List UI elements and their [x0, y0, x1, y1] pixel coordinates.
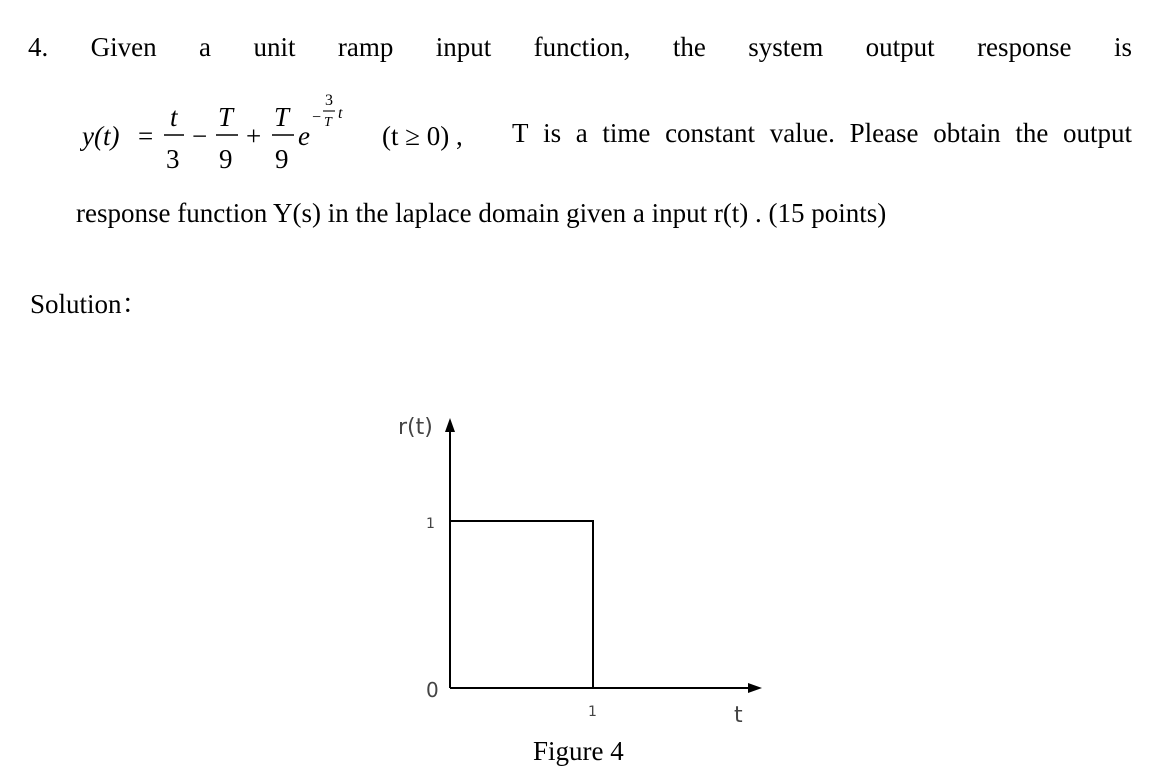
word: constant [665, 118, 756, 148]
word: T [512, 118, 529, 148]
question-number: 4. [28, 32, 49, 62]
word: response [977, 32, 1072, 62]
word: a [575, 118, 588, 148]
origin-label: 0 [426, 678, 439, 702]
x-axis-arrow-icon [748, 683, 762, 693]
word: output [1062, 118, 1132, 148]
word: the [1015, 118, 1049, 148]
question-line-2 [512, 118, 1132, 149]
eq-t-den: 3 [166, 144, 180, 174]
eq-T2-num: T [274, 102, 290, 132]
eq-minus: − [192, 121, 208, 151]
eq-exp-den: T [324, 115, 332, 130]
y-tick-label: 1 [426, 516, 435, 532]
eq-exp-t: t [338, 105, 343, 122]
equation-row [80, 90, 1132, 180]
word: time [602, 118, 651, 148]
word: ramp [337, 32, 394, 62]
eq-exp-sign: − [312, 109, 322, 126]
word: input [435, 32, 492, 62]
word: output [865, 32, 935, 62]
output-equation [80, 90, 510, 180]
question-line-3: response function Y(s) in the laplace domain given a input r(t) . (15 points) [76, 198, 887, 228]
word: Given [90, 32, 157, 62]
eq-T1-den: 9 [219, 144, 233, 174]
word: is [1113, 32, 1132, 62]
x-axis-label: t [734, 703, 743, 728]
word: unit [253, 32, 296, 62]
eq-e: e [298, 121, 310, 151]
eq-exp-num: 3 [325, 92, 333, 109]
word: system [748, 32, 824, 62]
word: value. [769, 118, 835, 148]
eq-T2-den: 9 [275, 144, 289, 174]
word: the [672, 32, 706, 62]
input-function-figure [380, 400, 800, 780]
question-line-1 [28, 32, 1132, 63]
input-function-line [450, 521, 593, 688]
solution-label: Solution： [30, 289, 149, 319]
eq-plus: + [246, 121, 262, 151]
y-axis-label: r(t) [398, 415, 433, 440]
word: Please [849, 118, 919, 148]
x-tick-label: 1 [588, 704, 597, 720]
eq-equals: = [138, 121, 154, 151]
y-axis-arrow-icon [445, 418, 455, 432]
word: obtain [933, 118, 1001, 148]
word: is [543, 118, 562, 148]
word: function, [533, 32, 631, 62]
word: a [199, 32, 212, 62]
eq-lhs: y(t) [82, 121, 120, 151]
eq-t-num: t [170, 102, 178, 132]
eq-condition: (t ≥ 0) , [382, 121, 463, 151]
eq-T1-num: T [218, 102, 234, 132]
figure-caption: Figure 4 [533, 736, 624, 766]
